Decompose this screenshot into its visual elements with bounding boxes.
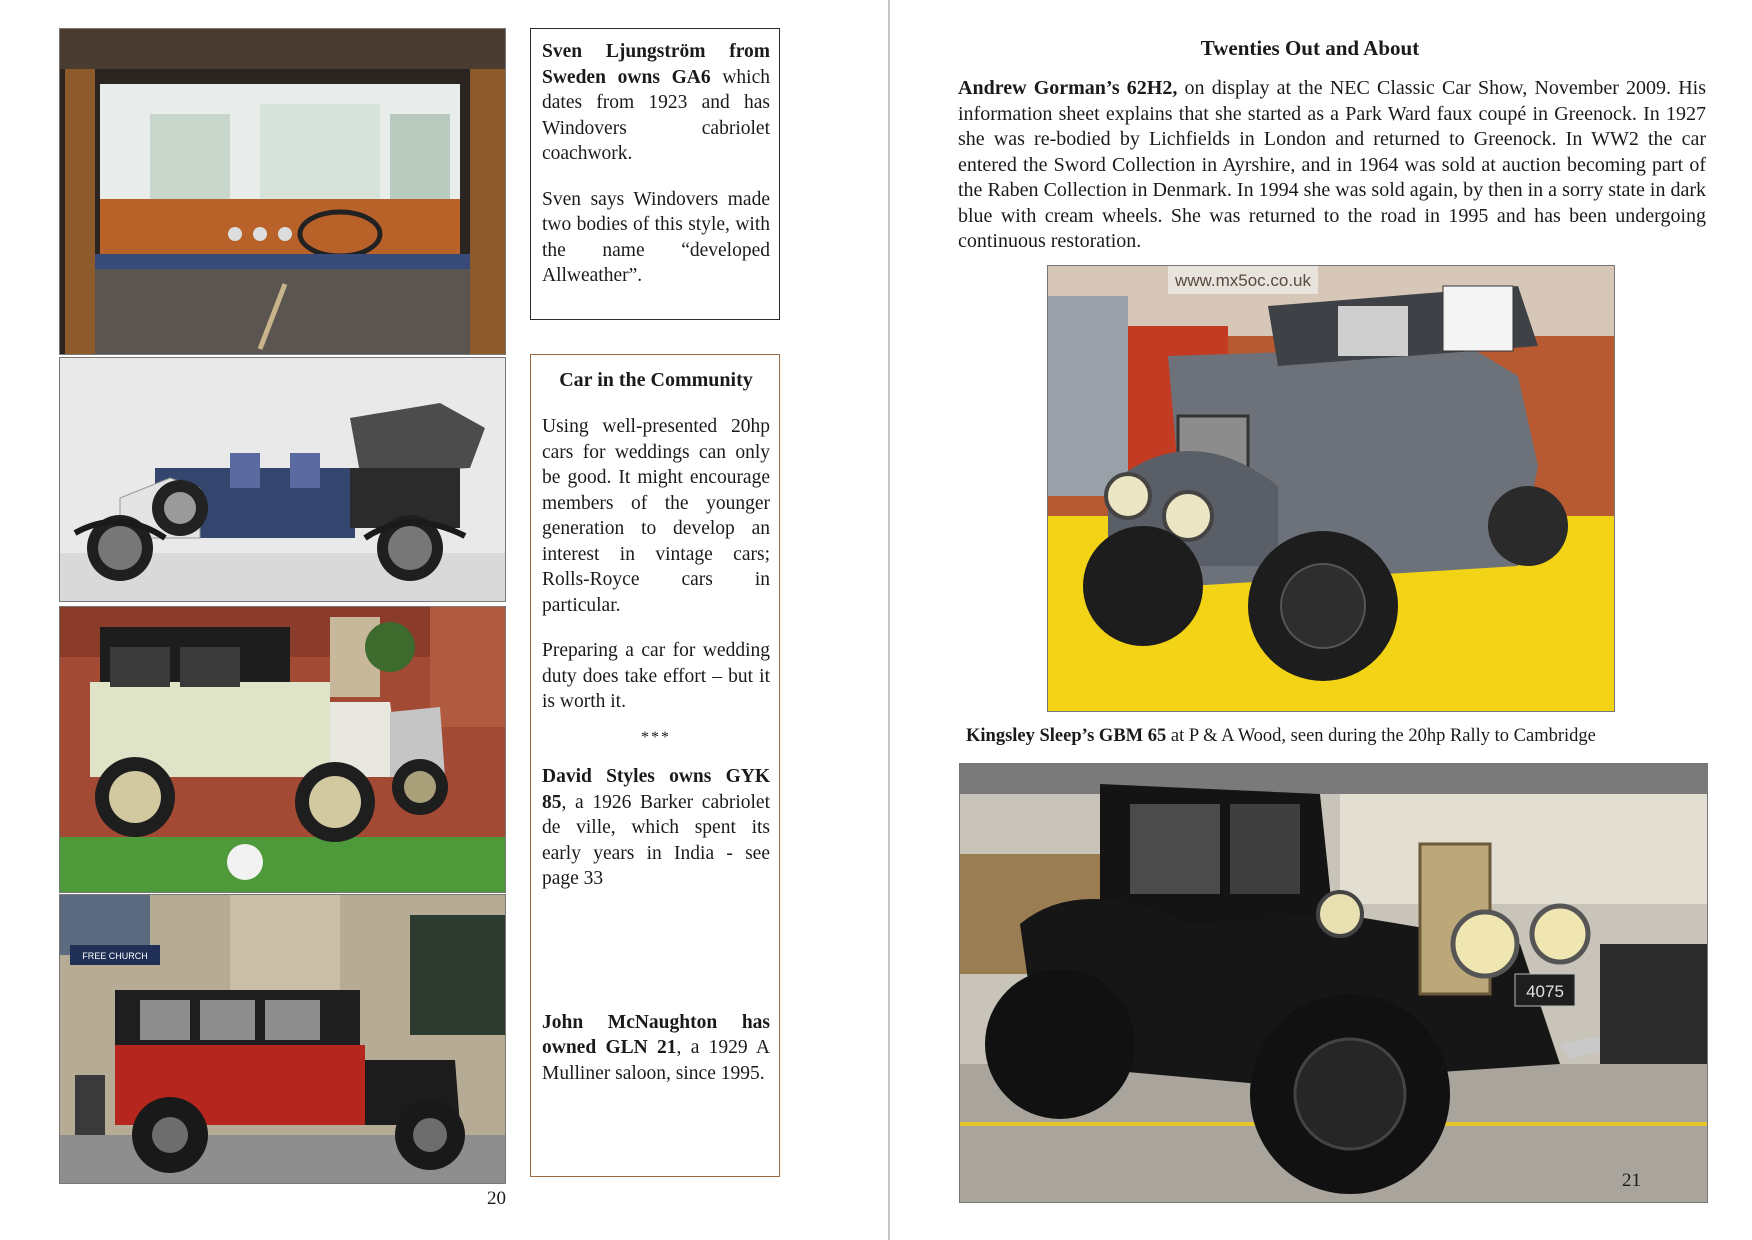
david-styles-paragraph: David Styles owns GYK 85, a 1926 Barker cabriolet de ville, which spent its early years in India - see page 33 — [542, 766, 770, 889]
photo-caption: Kingsley Sleep’s GBM 65 at P & A Wood, seen during the 20hp Rally to Cambridge — [966, 726, 1596, 746]
photo-interior-ga6 — [60, 29, 505, 354]
free-church-sign: FREE CHURCH — [82, 951, 148, 961]
sidebar-box-community — [530, 354, 780, 1177]
photo-gbm65-pa-wood — [960, 764, 1707, 1202]
number-plate: 4075 — [1526, 982, 1564, 1001]
article-body: Andrew Gorman’s 62H2, on display at the NEC Classic Car Show, November 2009. His information sheet explains that she started as a Park Ward faux coupé in Greenock. In 1927 she was re-bodied by Lichfields in London and returned to Greenock. In WW2 the car entered the Sword Collection in Ayrshire, and in 1964 was sold at auction becoming part of the Raben Collection in Denmark. In 1994 she was sold again, by then in a sorry state in dark blue with cream wheels. She was returned to the road in 1995 and has been undergoing continuous restoration. — [958, 77, 1706, 252]
community-paragraph-1: Using well-presented 20hp cars for weddings can only be good. It might encourage members of the younger generation to develop an interest in vintage cars; Rolls-Royce cars in particular. — [542, 416, 770, 616]
book-spine — [888, 0, 890, 1240]
photo-wedding-car-cream — [60, 607, 505, 892]
sven-paragraph-1: Sven Ljungström from Sweden owns GA6 which dates from 1923 and has Windovers cabriolet coachwork. — [542, 41, 770, 164]
photo-open-tourer — [60, 358, 505, 601]
section-separator: *** — [641, 728, 671, 746]
sidebar-box-sven — [530, 28, 780, 320]
article-title: Twenties Out and About — [1200, 36, 1420, 60]
john-mcnaughton-paragraph: John McNaughton has owned GLN 21, a 1929 A Mulliner saloon, since 1995. — [542, 1011, 770, 1084]
show-banner-url: www.mx5oc.co.uk — [1174, 271, 1312, 290]
page-number-right: 21 — [1622, 1170, 1641, 1191]
sven-paragraph-2: Sven says Windovers made two bodies of this style, with the name “developed Allweather”. — [542, 188, 770, 286]
page-number-left: 20 — [487, 1188, 506, 1209]
community-paragraph-2: Preparing a car for wedding duty does take effort – but it is worth it. — [542, 640, 770, 712]
community-heading: Car in the Community — [559, 369, 753, 391]
photo-wedding-car-red — [60, 895, 505, 1183]
photo-62h2-nec-show — [1048, 266, 1614, 711]
